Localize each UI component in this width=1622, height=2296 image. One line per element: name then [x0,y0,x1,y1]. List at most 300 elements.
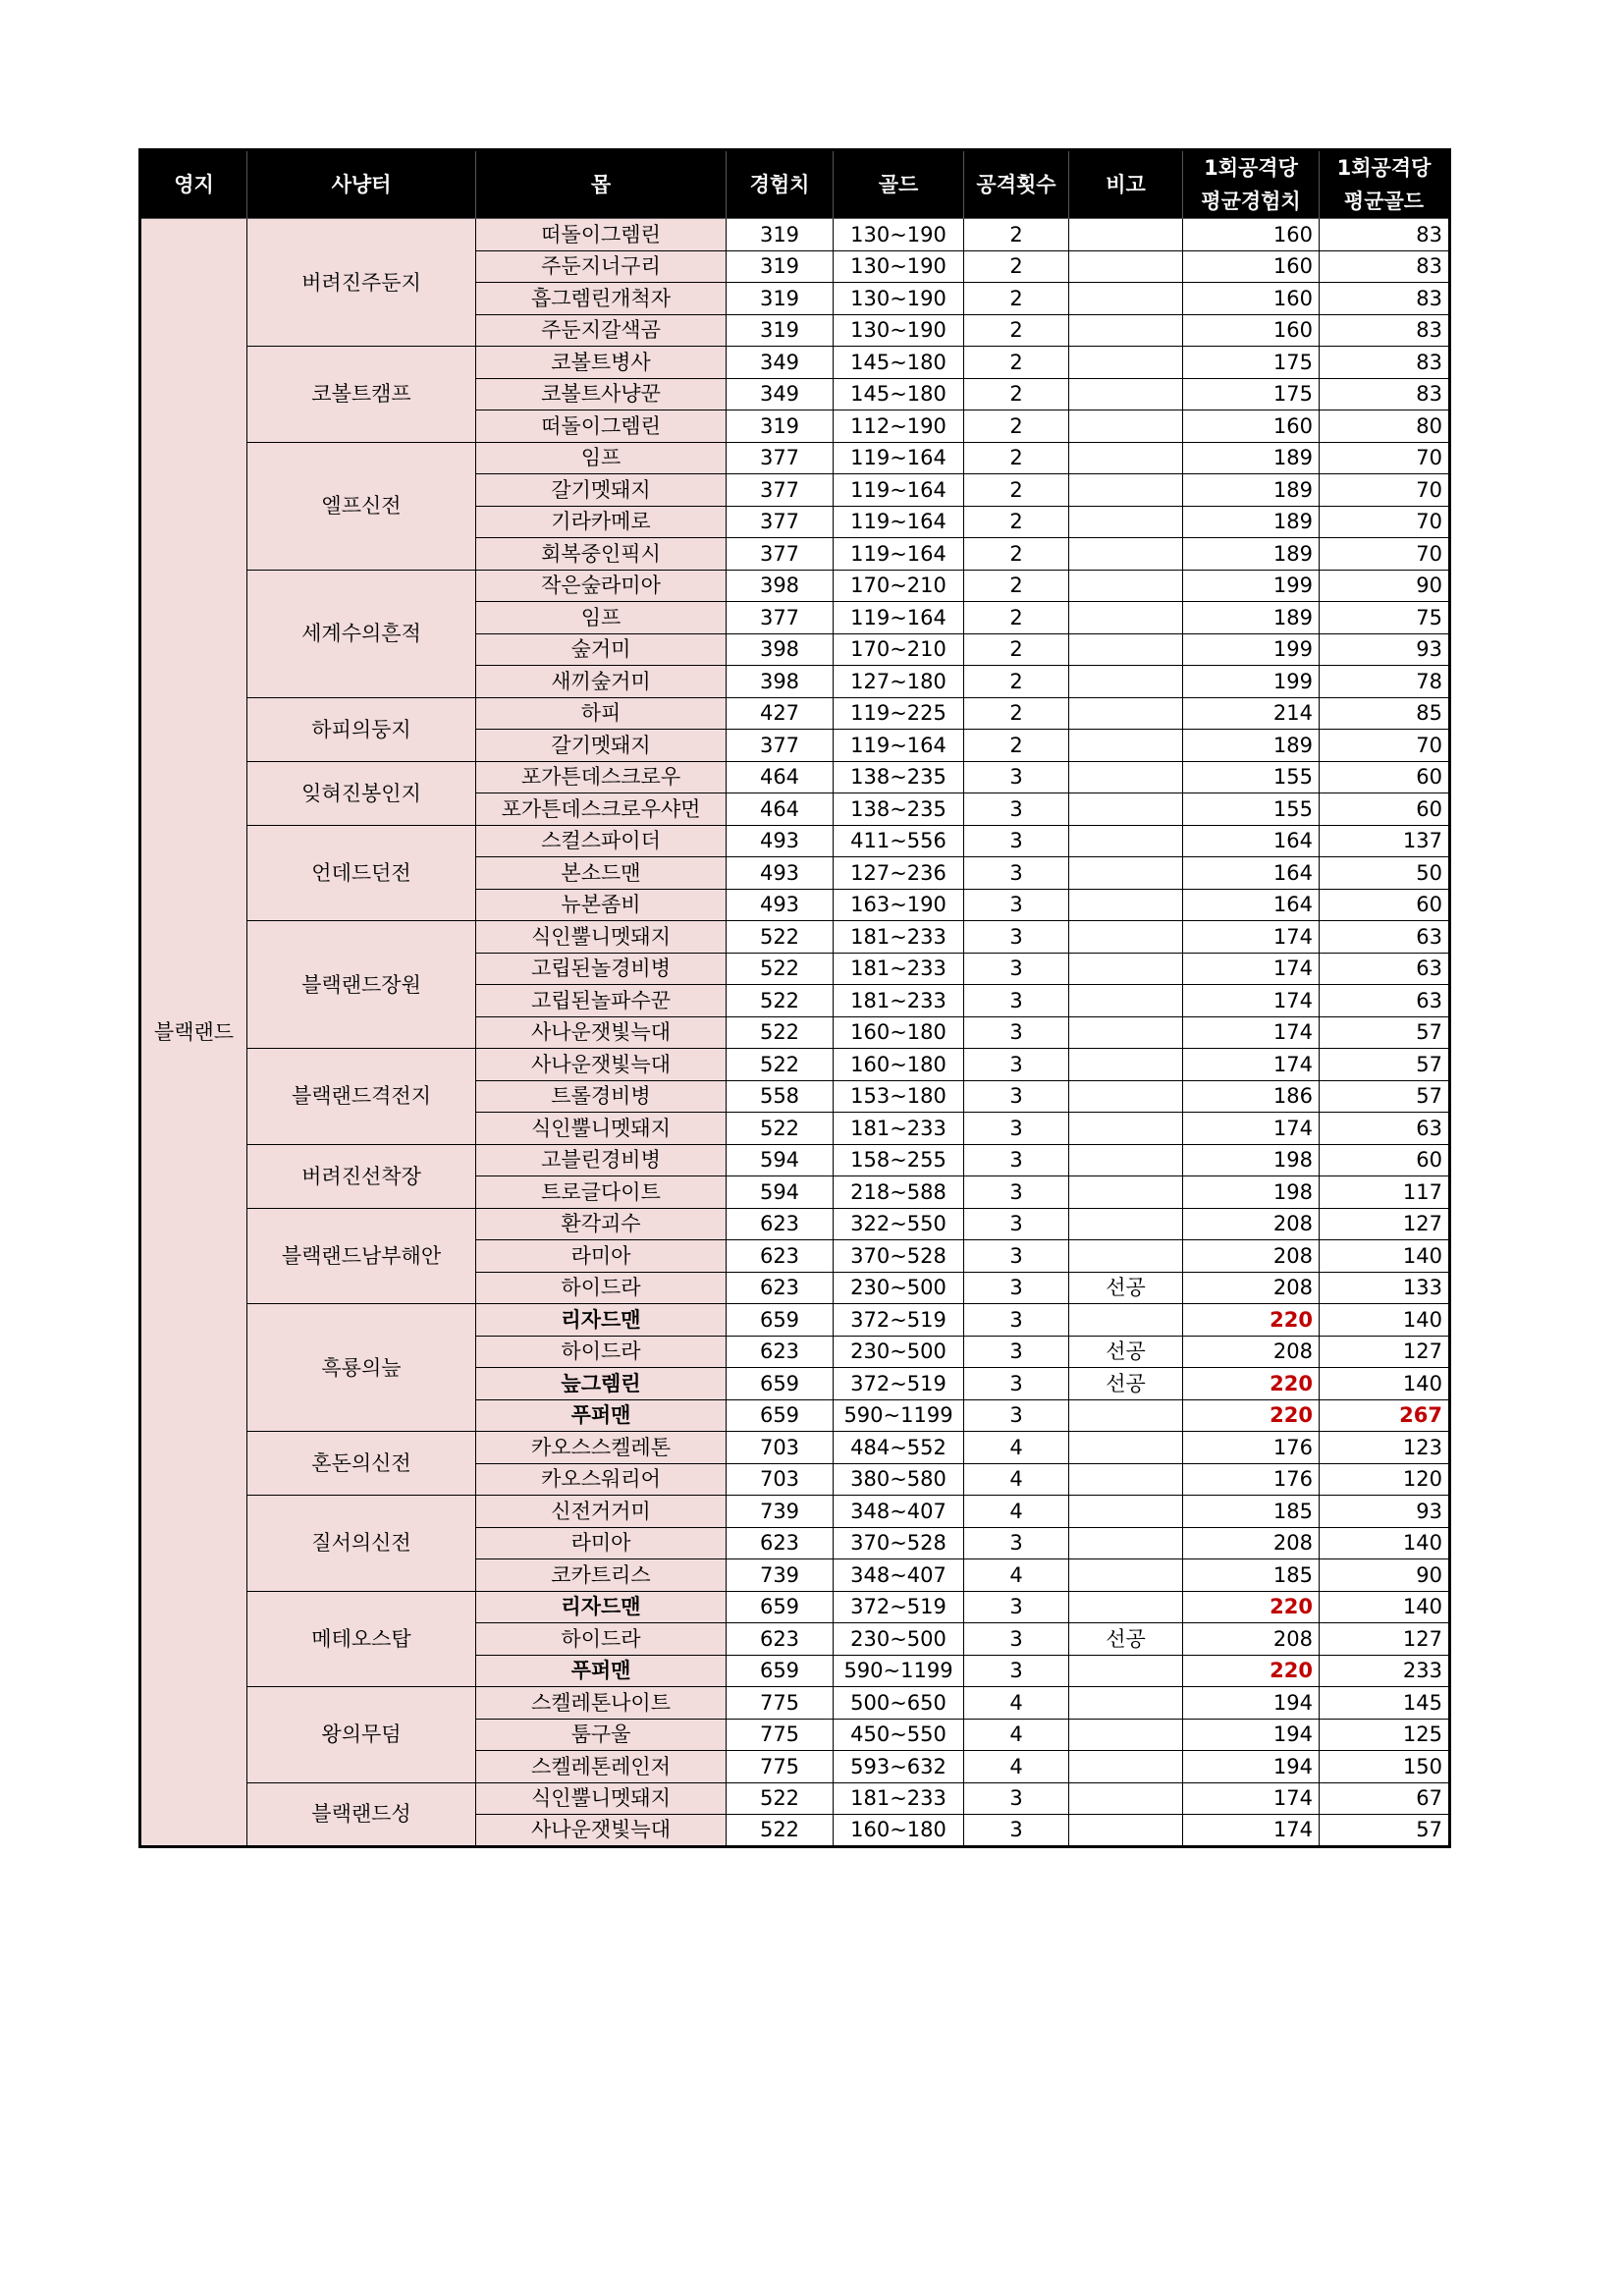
note-cell [1069,1591,1183,1623]
avg-gold-cell: 140 [1320,1240,1450,1273]
avg-exp-cell: 174 [1183,1049,1320,1081]
mob-cell: 식인뿔니멧돼지 [476,1782,727,1815]
exp-cell: 775 [727,1751,834,1783]
note-cell [1069,1463,1183,1496]
attack-count-cell: 3 [964,953,1069,985]
header-region: 영지 [140,150,247,219]
avg-gold-cell: 145 [1320,1687,1450,1720]
avg-gold-cell: 133 [1320,1272,1450,1304]
avg-gold-cell: 93 [1320,1496,1450,1528]
avg-exp-cell: 174 [1183,985,1320,1017]
mob-cell: 코카트리스 [476,1559,727,1592]
avg-gold-cell: 75 [1320,602,1450,634]
gold-cell: 119~164 [834,538,964,571]
note-cell [1069,793,1183,826]
avg-exp-cell: 220 [1183,1655,1320,1687]
avg-exp-cell: 155 [1183,793,1320,826]
mob-cell: 고립된놀경비병 [476,953,727,985]
note-cell [1069,1113,1183,1145]
zone-cell: 버려진선착장 [247,1144,476,1208]
exp-cell: 623 [727,1240,834,1273]
attack-count-cell: 2 [964,666,1069,698]
note-cell [1069,857,1183,890]
exp-cell: 427 [727,697,834,730]
avg-gold-cell: 90 [1320,1559,1450,1592]
table-row [140,1687,1450,1720]
mob-cell: 툼구울 [476,1719,727,1751]
avg-gold-cell: 125 [1320,1719,1450,1751]
table-row [140,442,1450,474]
mob-cell: 포가튼데스크로우 [476,761,727,793]
attack-count-cell: 2 [964,730,1069,762]
avg-gold-cell: 60 [1320,1144,1450,1176]
exp-cell: 739 [727,1559,834,1592]
gold-cell: 119~225 [834,697,964,730]
gold-cell: 160~180 [834,1815,964,1847]
mob-cell: 기라카메로 [476,506,727,538]
header-attack-count: 공격횟수 [964,150,1069,219]
note-cell [1069,347,1183,379]
table-row [140,1496,1450,1528]
note-cell [1069,1176,1183,1209]
avg-gold-cell: 123 [1320,1432,1450,1464]
zone-cell: 블랙랜드성 [247,1782,476,1846]
region-cell: 블랙랜드 [140,219,247,1847]
avg-exp-cell: 174 [1183,1113,1320,1145]
attack-count-cell: 2 [964,410,1069,443]
note-cell [1069,1208,1183,1240]
attack-count-cell: 3 [964,761,1069,793]
table-row [140,697,1450,730]
attack-count-cell: 3 [964,857,1069,890]
attack-count-cell: 2 [964,474,1069,507]
avg-exp-cell: 189 [1183,442,1320,474]
gold-cell: 450~550 [834,1719,964,1751]
exp-cell: 659 [727,1368,834,1400]
note-cell [1069,474,1183,507]
gold-cell: 181~233 [834,1782,964,1815]
avg-exp-cell: 174 [1183,1016,1320,1049]
mob-cell: 스컬스파이더 [476,825,727,857]
exp-cell: 493 [727,857,834,890]
avg-exp-cell: 164 [1183,857,1320,890]
attack-count-cell: 3 [964,985,1069,1017]
attack-count-cell: 3 [964,1591,1069,1623]
avg-exp-cell: 186 [1183,1080,1320,1113]
mob-cell: 카오스워리어 [476,1463,727,1496]
attack-count-cell: 3 [964,889,1069,921]
avg-gold-cell: 127 [1320,1623,1450,1656]
avg-exp-cell: 189 [1183,538,1320,571]
exp-cell: 377 [727,474,834,507]
note-cell [1069,697,1183,730]
attack-count-cell: 3 [964,1080,1069,1113]
mob-cell: 코볼트사냥꾼 [476,378,727,410]
exp-cell: 703 [727,1432,834,1464]
mob-cell: 흡그렘린개척자 [476,283,727,315]
mob-cell: 식인뿔니멧돼지 [476,921,727,954]
attack-count-cell: 2 [964,538,1069,571]
attack-count-cell: 2 [964,250,1069,283]
gold-cell: 130~190 [834,219,964,251]
exp-cell: 398 [727,570,834,602]
exp-cell: 594 [727,1144,834,1176]
exp-cell: 377 [727,538,834,571]
exp-cell: 522 [727,1049,834,1081]
exp-cell: 775 [727,1719,834,1751]
table-row [140,1304,1450,1337]
mob-cell: 떠돌이그렘린 [476,410,727,443]
note-cell [1069,1559,1183,1592]
gold-cell: 130~190 [834,283,964,315]
attack-count-cell: 2 [964,506,1069,538]
avg-exp-cell: 220 [1183,1591,1320,1623]
mob-cell: 트로글다이트 [476,1176,727,1209]
zone-cell: 버려진주둔지 [247,219,476,347]
note-cell [1069,1815,1183,1847]
zone-cell: 잊혀진봉인지 [247,761,476,825]
table-body [140,219,1450,1847]
mob-cell: 라미아 [476,1240,727,1273]
header-note: 비고 [1069,150,1183,219]
attack-count-cell: 4 [964,1463,1069,1496]
mob-cell: 리자드맨 [476,1591,727,1623]
note-cell [1069,538,1183,571]
mob-cell: 임프 [476,442,727,474]
avg-gold-cell: 140 [1320,1527,1450,1559]
mob-cell: 고블린경비병 [476,1144,727,1176]
gold-cell: 380~580 [834,1463,964,1496]
mob-cell: 신전거거미 [476,1496,727,1528]
zone-cell: 블랙랜드장원 [247,921,476,1049]
avg-exp-cell: 160 [1183,314,1320,347]
note-cell [1069,761,1183,793]
note-cell [1069,825,1183,857]
avg-gold-cell: 57 [1320,1815,1450,1847]
note-cell [1069,1751,1183,1783]
gold-cell: 158~255 [834,1144,964,1176]
exp-cell: 522 [727,985,834,1017]
gold-cell: 170~210 [834,633,964,666]
avg-exp-cell: 208 [1183,1527,1320,1559]
avg-exp-cell: 164 [1183,825,1320,857]
header-mob: 몹 [476,150,727,219]
gold-cell: 322~550 [834,1208,964,1240]
note-cell [1069,314,1183,347]
table-row [140,1144,1450,1176]
avg-gold-cell: 140 [1320,1591,1450,1623]
exp-cell: 319 [727,314,834,347]
attack-count-cell: 2 [964,697,1069,730]
gold-cell: 181~233 [834,953,964,985]
hunting-ground-table [138,148,1451,1848]
mob-cell: 트롤경비병 [476,1080,727,1113]
gold-cell: 119~164 [834,730,964,762]
gold-cell: 145~180 [834,378,964,410]
avg-gold-cell: 83 [1320,347,1450,379]
note-cell [1069,1240,1183,1273]
table-row [140,1049,1450,1081]
note-cell [1069,666,1183,698]
note-cell [1069,378,1183,410]
avg-exp-cell: 214 [1183,697,1320,730]
zone-cell: 엘프신전 [247,442,476,570]
table-row [140,825,1450,857]
gold-cell: 348~407 [834,1496,964,1528]
note-cell [1069,985,1183,1017]
mob-cell: 뉴본좀비 [476,889,727,921]
gold-cell: 230~500 [834,1272,964,1304]
exp-cell: 623 [727,1623,834,1656]
attack-count-cell: 4 [964,1687,1069,1720]
mob-cell: 스켈레톤나이트 [476,1687,727,1720]
avg-gold-cell: 57 [1320,1049,1450,1081]
avg-exp-cell: 174 [1183,921,1320,954]
exp-cell: 659 [727,1655,834,1687]
attack-count-cell: 3 [964,1049,1069,1081]
mob-cell: 떠돌이그렘린 [476,219,727,251]
table-row [140,219,1450,251]
gold-cell: 590~1199 [834,1399,964,1432]
attack-count-cell: 2 [964,219,1069,251]
avg-exp-cell: 164 [1183,889,1320,921]
avg-gold-cell: 50 [1320,857,1450,890]
exp-cell: 739 [727,1496,834,1528]
avg-gold-cell: 63 [1320,985,1450,1017]
mob-cell: 카오스스켈레톤 [476,1432,727,1464]
mob-cell: 포가튼데스크로우샤먼 [476,793,727,826]
attack-count-cell: 2 [964,442,1069,474]
attack-count-cell: 3 [964,1336,1069,1368]
avg-gold-cell: 60 [1320,793,1450,826]
attack-count-cell: 4 [964,1432,1069,1464]
note-cell [1069,633,1183,666]
note-cell [1069,1655,1183,1687]
avg-gold-cell: 85 [1320,697,1450,730]
attack-count-cell: 3 [964,1176,1069,1209]
avg-exp-cell: 174 [1183,1815,1320,1847]
note-cell [1069,1049,1183,1081]
avg-exp-cell: 208 [1183,1336,1320,1368]
note-cell [1069,1782,1183,1815]
gold-cell: 170~210 [834,570,964,602]
zone-cell: 흑룡의늪 [247,1304,476,1432]
attack-count-cell: 3 [964,1240,1069,1273]
avg-gold-cell: 70 [1320,730,1450,762]
zone-cell: 블랙랜드격전지 [247,1049,476,1145]
attack-count-cell: 3 [964,1655,1069,1687]
exp-cell: 623 [727,1208,834,1240]
note-cell [1069,953,1183,985]
avg-gold-cell: 70 [1320,506,1450,538]
attack-count-cell: 3 [964,1782,1069,1815]
gold-cell: 484~552 [834,1432,964,1464]
avg-exp-cell: 160 [1183,283,1320,315]
attack-count-cell: 2 [964,570,1069,602]
note-cell: 선공 [1069,1272,1183,1304]
zone-cell: 혼돈의신전 [247,1432,476,1496]
avg-exp-cell: 189 [1183,730,1320,762]
avg-exp-cell: 220 [1183,1368,1320,1400]
attack-count-cell: 4 [964,1719,1069,1751]
avg-gold-cell: 63 [1320,953,1450,985]
mob-cell: 푸퍼맨 [476,1399,727,1432]
avg-gold-cell: 120 [1320,1463,1450,1496]
attack-count-cell: 3 [964,1399,1069,1432]
note-cell: 선공 [1069,1368,1183,1400]
note-cell [1069,506,1183,538]
attack-count-cell: 2 [964,378,1069,410]
zone-cell: 언데드던전 [247,825,476,921]
avg-gold-cell: 137 [1320,825,1450,857]
table-row [140,1782,1450,1815]
attack-count-cell: 4 [964,1751,1069,1783]
mob-cell: 고립된놀파수꾼 [476,985,727,1017]
avg-exp-cell: 194 [1183,1687,1320,1720]
note-cell [1069,250,1183,283]
exp-cell: 349 [727,347,834,379]
exp-cell: 319 [727,219,834,251]
exp-cell: 558 [727,1080,834,1113]
gold-cell: 218~588 [834,1176,964,1209]
mob-cell: 스켈레톤레인저 [476,1751,727,1783]
zone-cell: 메테오스탑 [247,1591,476,1687]
avg-exp-cell: 189 [1183,602,1320,634]
header-avg-gold: 1회공격당 평균골드 [1320,150,1450,219]
avg-exp-cell: 160 [1183,250,1320,283]
gold-cell: 130~190 [834,314,964,347]
attack-count-cell: 3 [964,1527,1069,1559]
avg-exp-cell: 220 [1183,1399,1320,1432]
zone-cell: 코볼트캠프 [247,347,476,443]
table-row [140,347,1450,379]
avg-gold-cell: 83 [1320,283,1450,315]
note-cell [1069,889,1183,921]
attack-count-cell: 3 [964,1368,1069,1400]
avg-exp-cell: 208 [1183,1208,1320,1240]
gold-cell: 127~180 [834,666,964,698]
avg-gold-cell: 63 [1320,921,1450,954]
avg-exp-cell: 185 [1183,1496,1320,1528]
note-cell [1069,1399,1183,1432]
gold-cell: 372~519 [834,1591,964,1623]
avg-exp-cell: 194 [1183,1719,1320,1751]
zone-cell: 하피의둥지 [247,697,476,761]
attack-count-cell: 2 [964,347,1069,379]
zone-cell: 질서의신전 [247,1496,476,1592]
gold-cell: 130~190 [834,250,964,283]
gold-cell: 181~233 [834,1113,964,1145]
mob-cell: 식인뿔니멧돼지 [476,1113,727,1145]
note-cell [1069,1527,1183,1559]
attack-count-cell: 3 [964,1113,1069,1145]
exp-cell: 623 [727,1272,834,1304]
avg-gold-cell: 93 [1320,633,1450,666]
note-cell [1069,730,1183,762]
exp-cell: 464 [727,761,834,793]
attack-count-cell: 2 [964,602,1069,634]
mob-cell: 코볼트병사 [476,347,727,379]
mob-cell: 라미아 [476,1527,727,1559]
mob-cell: 갈기멧돼지 [476,474,727,507]
exp-cell: 349 [727,378,834,410]
avg-gold-cell: 57 [1320,1016,1450,1049]
avg-gold-cell: 90 [1320,570,1450,602]
mob-cell: 숲거미 [476,633,727,666]
avg-exp-cell: 160 [1183,219,1320,251]
gold-cell: 138~235 [834,761,964,793]
attack-count-cell: 3 [964,1272,1069,1304]
attack-count-cell: 3 [964,921,1069,954]
gold-cell: 119~164 [834,602,964,634]
note-cell [1069,602,1183,634]
avg-gold-cell: 83 [1320,314,1450,347]
header-zone: 사냥터 [247,150,476,219]
gold-cell: 348~407 [834,1559,964,1592]
avg-exp-cell: 155 [1183,761,1320,793]
attack-count-cell: 3 [964,1623,1069,1656]
avg-exp-cell: 160 [1183,410,1320,443]
avg-exp-cell: 174 [1183,953,1320,985]
mob-cell: 환각괴수 [476,1208,727,1240]
note-cell [1069,1144,1183,1176]
mob-cell: 사나운잿빛늑대 [476,1016,727,1049]
gold-cell: 119~164 [834,474,964,507]
note-cell [1069,921,1183,954]
gold-cell: 230~500 [834,1623,964,1656]
avg-gold-cell: 70 [1320,442,1450,474]
gold-cell: 119~164 [834,506,964,538]
header-gold: 골드 [834,150,964,219]
attack-count-cell: 3 [964,793,1069,826]
exp-cell: 659 [727,1591,834,1623]
gold-cell: 112~190 [834,410,964,443]
avg-gold-cell: 60 [1320,889,1450,921]
avg-gold-cell: 117 [1320,1176,1450,1209]
attack-count-cell: 3 [964,1144,1069,1176]
attack-count-cell: 3 [964,1208,1069,1240]
avg-gold-cell: 83 [1320,250,1450,283]
gold-cell: 593~632 [834,1751,964,1783]
exp-cell: 493 [727,889,834,921]
gold-cell: 370~528 [834,1527,964,1559]
note-cell [1069,570,1183,602]
gold-cell: 127~236 [834,857,964,890]
avg-exp-cell: 220 [1183,1304,1320,1337]
exp-cell: 522 [727,1113,834,1145]
attack-count-cell: 3 [964,825,1069,857]
avg-exp-cell: 199 [1183,666,1320,698]
zone-cell: 세계수의흔적 [247,570,476,697]
note-cell [1069,1016,1183,1049]
avg-gold-cell: 267 [1320,1399,1450,1432]
mob-cell: 새끼숲거미 [476,666,727,698]
avg-exp-cell: 174 [1183,1782,1320,1815]
gold-cell: 160~180 [834,1016,964,1049]
mob-cell: 사나운잿빛늑대 [476,1049,727,1081]
header-avg-exp: 1회공격당 평균경험치 [1183,150,1320,219]
mob-cell: 사나운잿빛늑대 [476,1815,727,1847]
gold-cell: 411~556 [834,825,964,857]
avg-gold-cell: 80 [1320,410,1450,443]
mob-cell: 갈기멧돼지 [476,730,727,762]
exp-cell: 775 [727,1687,834,1720]
exp-cell: 703 [727,1463,834,1496]
zone-cell: 블랙랜드남부해안 [247,1208,476,1304]
exp-cell: 522 [727,953,834,985]
table-row [140,1591,1450,1623]
note-cell [1069,1080,1183,1113]
